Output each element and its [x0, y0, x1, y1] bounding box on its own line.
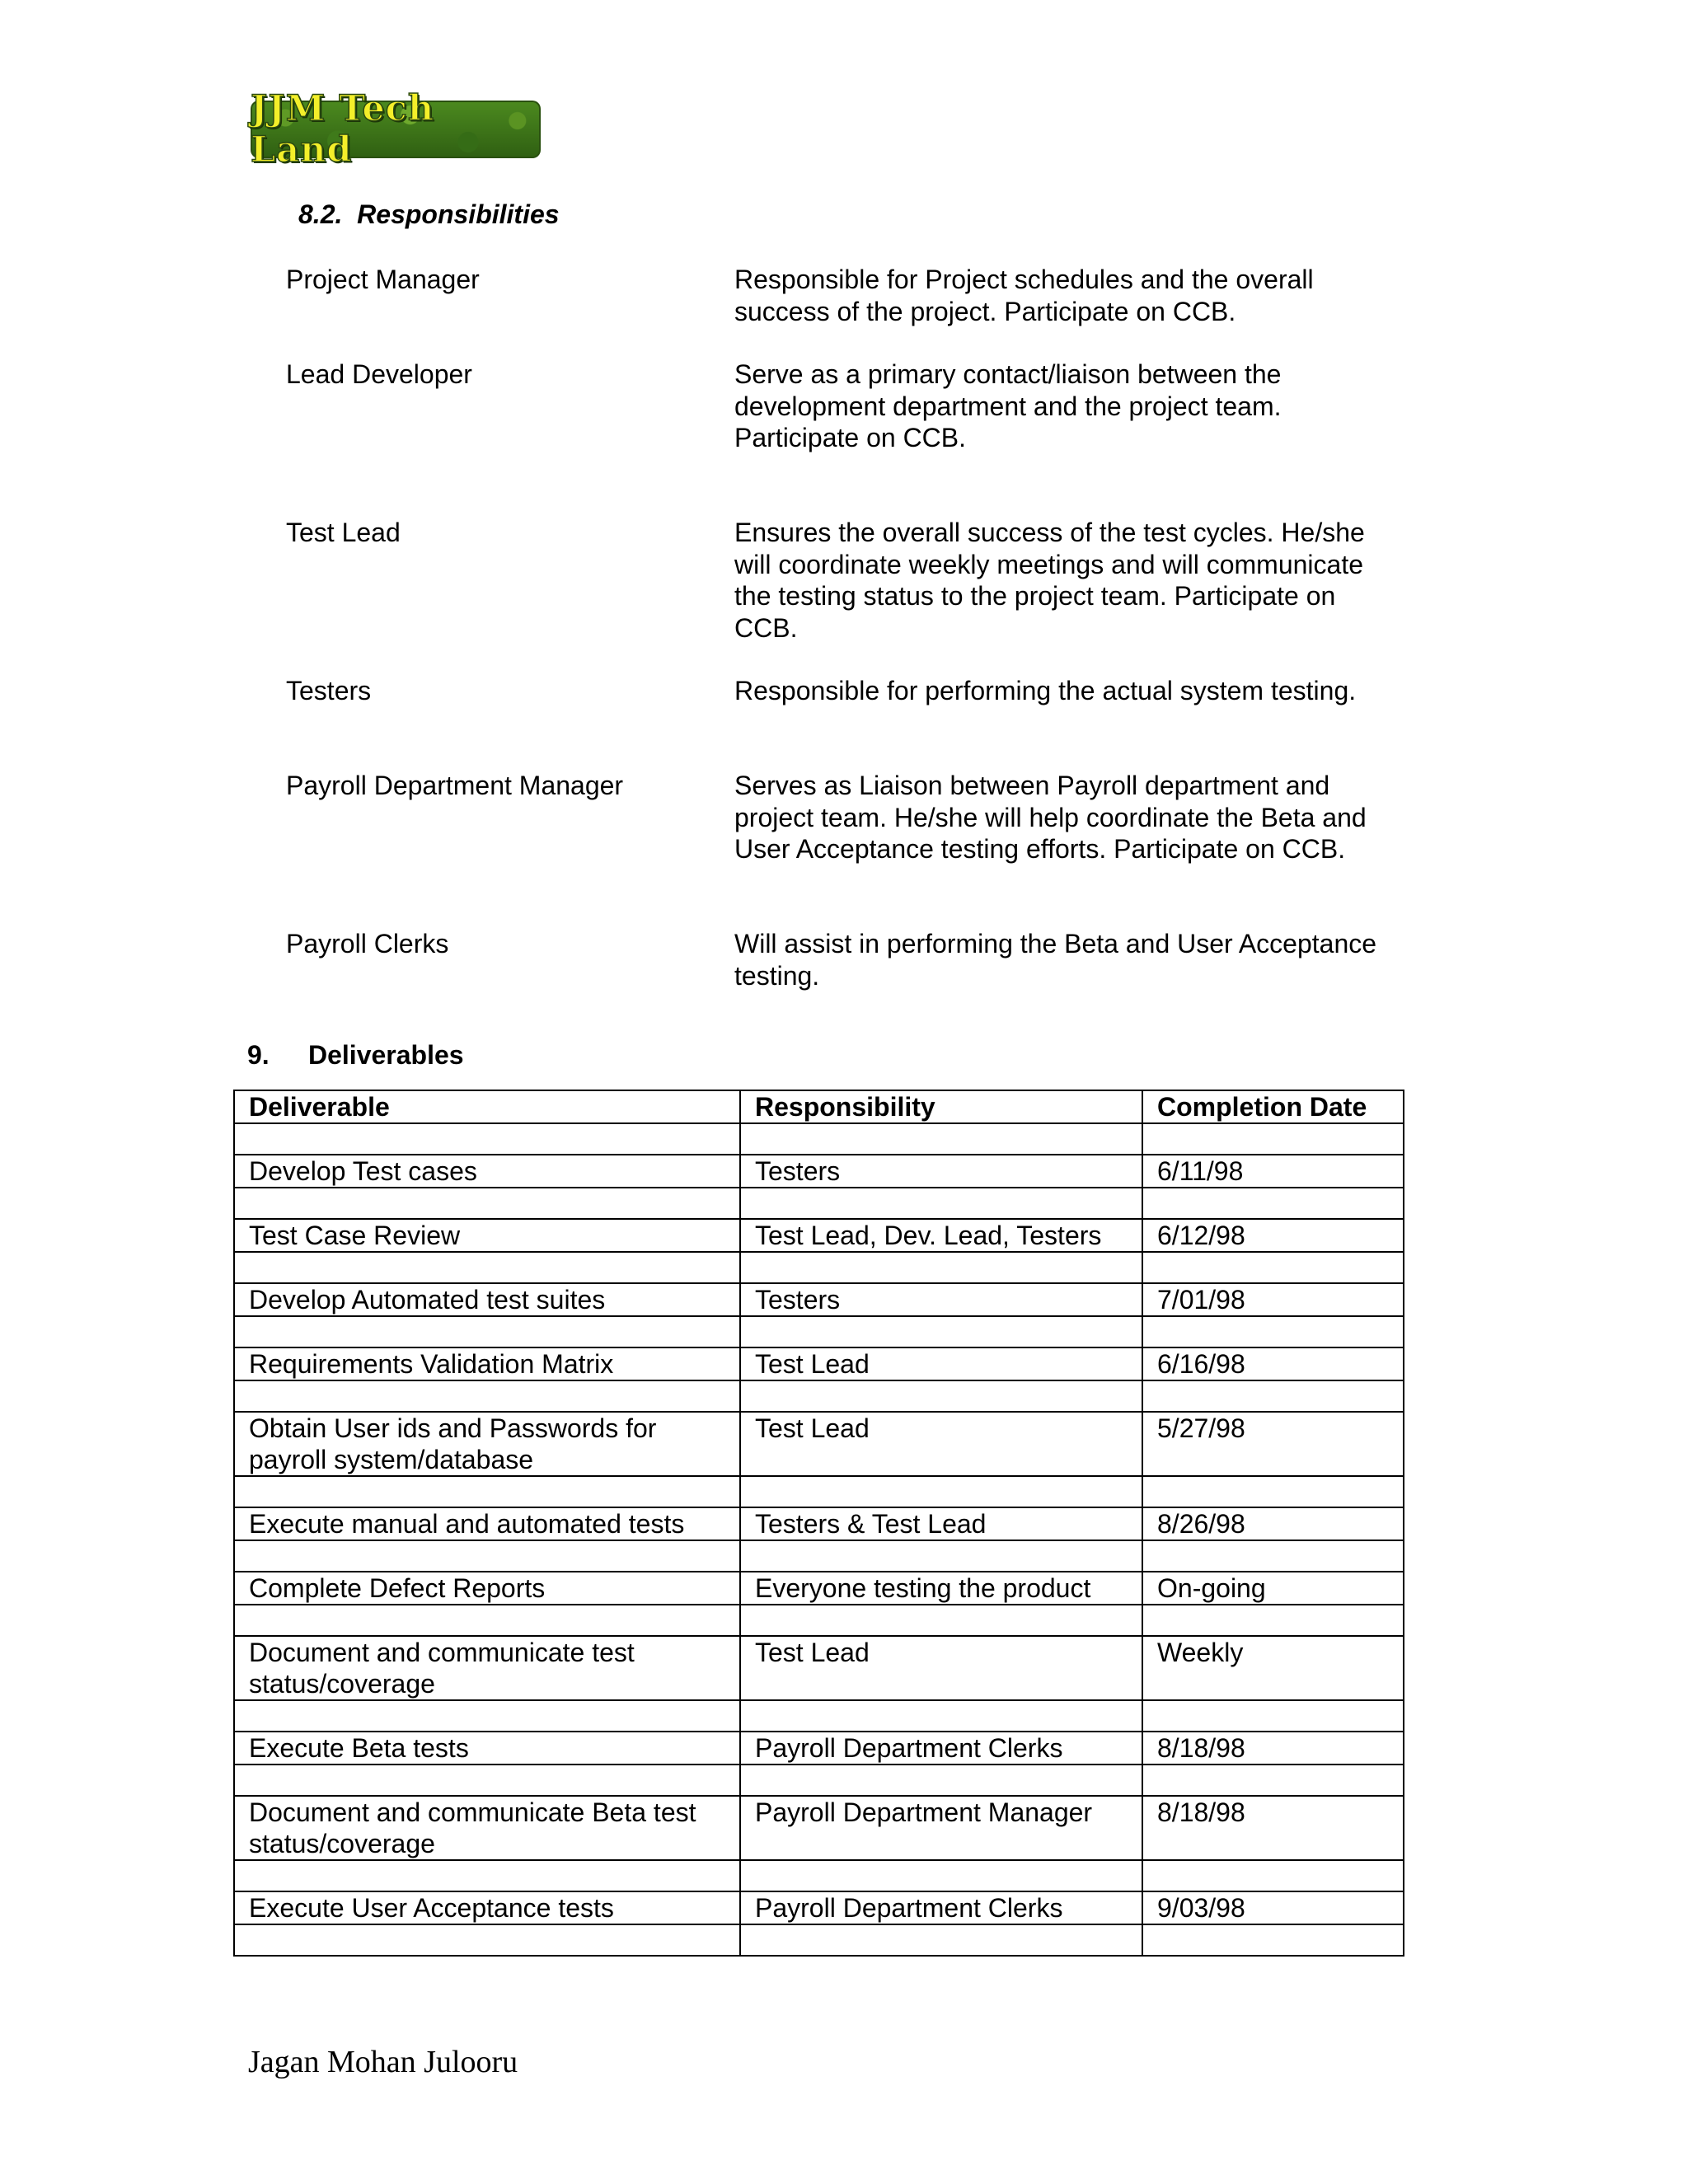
- responsibility-cell: Payroll Department Manager: [740, 1796, 1142, 1860]
- deliverables-table: [233, 1090, 1404, 1957]
- deliverable-cell: Execute User Acceptance tests: [234, 1891, 740, 1924]
- section-number: 9.: [247, 1040, 270, 1070]
- table-row: [234, 1347, 1404, 1380]
- date-cell: 6/12/98: [1142, 1219, 1404, 1252]
- section-title: Responsibilities: [357, 199, 560, 229]
- logo-text: JJM Tech Land: [251, 88, 435, 171]
- responsibility-cell: Test Lead: [740, 1636, 1142, 1700]
- deliverable-cell: Execute manual and automated tests: [234, 1507, 740, 1540]
- table-row: [234, 1155, 1404, 1188]
- role-label: Payroll Department Manager: [286, 771, 624, 800]
- table-header-row: [234, 1090, 1404, 1123]
- table-row: [234, 1507, 1404, 1540]
- date-cell: 7/01/98: [1142, 1283, 1404, 1316]
- responsibility-cell: Payroll Department Clerks: [740, 1732, 1142, 1765]
- table-spacer-row: [234, 1316, 1404, 1347]
- table-spacer-row: [234, 1540, 1404, 1572]
- date-cell: 6/16/98: [1142, 1347, 1404, 1380]
- deliverable-cell: Develop Automated test suites: [234, 1283, 740, 1316]
- column-header-completion-date: Completion Date: [1142, 1090, 1404, 1123]
- role-description: Ensures the overall success of the test cycles. He/she will coordinate weekly meetings and will communicate the testing status to the project team. Participate on CCB.: [734, 518, 1365, 643]
- table-row: [234, 1572, 1404, 1605]
- table-row: [234, 1219, 1404, 1252]
- responsibility-cell: Test Lead, Dev. Lead, Testers: [740, 1219, 1142, 1252]
- table-spacer-row: [234, 1380, 1404, 1412]
- role-description: Responsible for performing the actual system testing.: [734, 676, 1357, 705]
- responsibility-cell: Testers: [740, 1155, 1142, 1188]
- deliverable-cell: Obtain User ids and Passwords for payroll system/database: [234, 1412, 740, 1476]
- responsibility-cell: Everyone testing the product: [740, 1572, 1142, 1605]
- role-label: Payroll Clerks: [286, 929, 449, 958]
- section-number: 8.2.: [298, 199, 343, 229]
- table-spacer-row: [234, 1123, 1404, 1155]
- deliverable-cell: Test Case Review: [234, 1219, 740, 1252]
- table-spacer-row: [234, 1605, 1404, 1636]
- table-spacer-row: [234, 1476, 1404, 1507]
- date-cell: 8/18/98: [1142, 1796, 1404, 1860]
- table-spacer-row: [234, 1188, 1404, 1219]
- table-spacer-row: [234, 1860, 1404, 1891]
- table-row: [234, 1796, 1404, 1860]
- responsibility-cell: Payroll Department Clerks: [740, 1891, 1142, 1924]
- table-row: [234, 1412, 1404, 1476]
- date-cell: 5/27/98: [1142, 1412, 1404, 1476]
- table-spacer-row: [234, 1252, 1404, 1283]
- role-label: Lead Developer: [286, 359, 472, 389]
- section-heading-deliverables: [247, 1040, 464, 1071]
- deliverable-cell: Document and communicate test status/coverage: [234, 1636, 740, 1700]
- date-cell: 9/03/98: [1142, 1891, 1404, 1924]
- role-description: Responsible for Project schedules and the overall success of the project. Participate on CCB.: [734, 265, 1314, 326]
- table-row: [234, 1283, 1404, 1316]
- table-spacer-row: [234, 1765, 1404, 1796]
- deliverable-cell: Execute Beta tests: [234, 1732, 740, 1765]
- date-cell: Weekly: [1142, 1636, 1404, 1700]
- date-cell: 8/18/98: [1142, 1732, 1404, 1765]
- role-description: Serve as a primary contact/liaison between the development department and the project team. Participate on CCB.: [734, 359, 1282, 452]
- date-cell: 8/26/98: [1142, 1507, 1404, 1540]
- deliverable-cell: Requirements Validation Matrix: [234, 1347, 740, 1380]
- responsibility-cell: Test Lead: [740, 1412, 1142, 1476]
- footer-author: Jagan Mohan Julooru: [248, 2045, 518, 2079]
- role-description: Serves as Liaison between Payroll department and project team. He/she will help coordinate the Beta and User Acceptance testing efforts. Participate on CCB.: [734, 771, 1367, 864]
- column-header-deliverable: Deliverable: [234, 1090, 740, 1123]
- section-title: Deliverables: [308, 1040, 464, 1070]
- table-spacer-row: [234, 1700, 1404, 1732]
- role-label: Project Manager: [286, 265, 480, 294]
- responsibility-cell: Testers & Test Lead: [740, 1507, 1142, 1540]
- responsibility-cell: Testers: [740, 1283, 1142, 1316]
- table-spacer-row: [234, 1924, 1404, 1956]
- deliverable-cell: Document and communicate Beta test status/coverage: [234, 1796, 740, 1860]
- table-row: [234, 1636, 1404, 1700]
- role-label: Testers: [286, 676, 372, 705]
- date-cell: On-going: [1142, 1572, 1404, 1605]
- table-row: [234, 1891, 1404, 1924]
- section-heading-responsibilities: [298, 199, 560, 230]
- role-description: Will assist in performing the Beta and User Acceptance testing.: [734, 929, 1377, 991]
- responsibility-cell: Test Lead: [740, 1347, 1142, 1380]
- company-logo: [251, 88, 541, 171]
- deliverable-cell: Develop Test cases: [234, 1155, 740, 1188]
- date-cell: 6/11/98: [1142, 1155, 1404, 1188]
- deliverable-cell: Complete Defect Reports: [234, 1572, 740, 1605]
- column-header-responsibility: Responsibility: [740, 1090, 1142, 1123]
- table-row: [234, 1732, 1404, 1765]
- role-label: Test Lead: [286, 518, 401, 547]
